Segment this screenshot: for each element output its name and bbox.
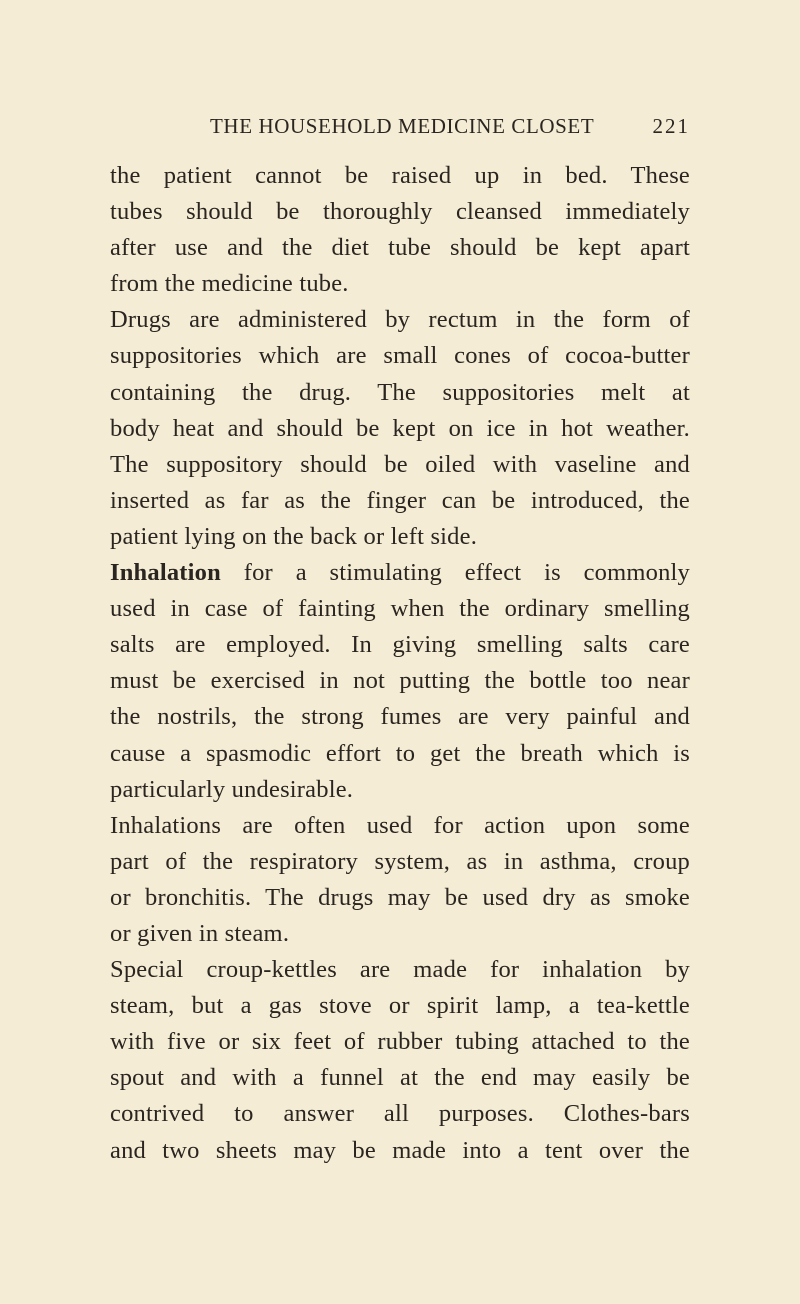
text-line: containing the drug. The suppositories melt at	[110, 378, 690, 406]
text-line	[110, 555, 690, 591]
text-line: contrived to answer all purposes. Clothes-bars	[110, 1100, 690, 1128]
running-head	[210, 112, 690, 140]
text-line-continuation: for a stimulating effect is commonly	[243, 559, 690, 587]
text-line: used in case of fainting when the ordinary smelling	[110, 595, 690, 623]
inline-heading-inhalation: Inhalation	[110, 559, 221, 587]
text-line: from the medicine tube.	[110, 270, 349, 298]
text-line: the nostrils, the strong fumes are very painful and	[110, 703, 690, 731]
text-line: patient lying on the back or left side.	[110, 522, 478, 550]
text-line: The suppository should be oiled with vaseline and	[110, 450, 690, 478]
text-line: Drugs are administered by rectum in the form of	[110, 306, 690, 334]
text-line: and two sheets may be made into a tent over the	[110, 1136, 690, 1164]
text-line: or bronchitis. The drugs may be used dry as smoke	[110, 883, 690, 911]
page-number: 221	[652, 114, 690, 138]
running-head-title: THE HOUSEHOLD MEDICINE CLOSET	[210, 114, 595, 138]
text-line: salts are employed. In giving smelling salts care	[110, 631, 690, 659]
text-line: after use and the diet tube should be kept apart	[110, 234, 690, 262]
text-line: must be exercised in not putting the bottle too near	[110, 667, 690, 695]
text-line: cause a spasmodic effort to get the breath which is	[110, 739, 690, 767]
text-line: tubes should be thoroughly cleansed immediately	[110, 198, 690, 226]
text-line: suppositories which are small cones of cocoa-butter	[110, 342, 690, 370]
text-line: part of the respiratory system, as in asthma, croup	[110, 847, 690, 875]
text-line: Inhalations are often used for action upon some	[110, 811, 690, 839]
text-line: with five or six feet of rubber tubing attached to the	[110, 1028, 690, 1056]
body-text	[110, 158, 690, 1169]
text-line: the patient cannot be raised up in bed. These	[110, 162, 690, 189]
text-line: steam, but a gas stove or spirit lamp, a tea-kettle	[110, 992, 690, 1020]
text-line: body heat and should be kept on ice in hot weather.	[110, 414, 690, 442]
text-line: or given in steam.	[110, 919, 290, 947]
text-line: particularly undesirable.	[110, 775, 354, 803]
text-line: inserted as far as the finger can be introduced, the	[110, 486, 690, 514]
text-line: spout and with a funnel at the end may easily be	[110, 1064, 690, 1092]
text-line: Special croup-kettles are made for inhalation by	[110, 956, 690, 984]
